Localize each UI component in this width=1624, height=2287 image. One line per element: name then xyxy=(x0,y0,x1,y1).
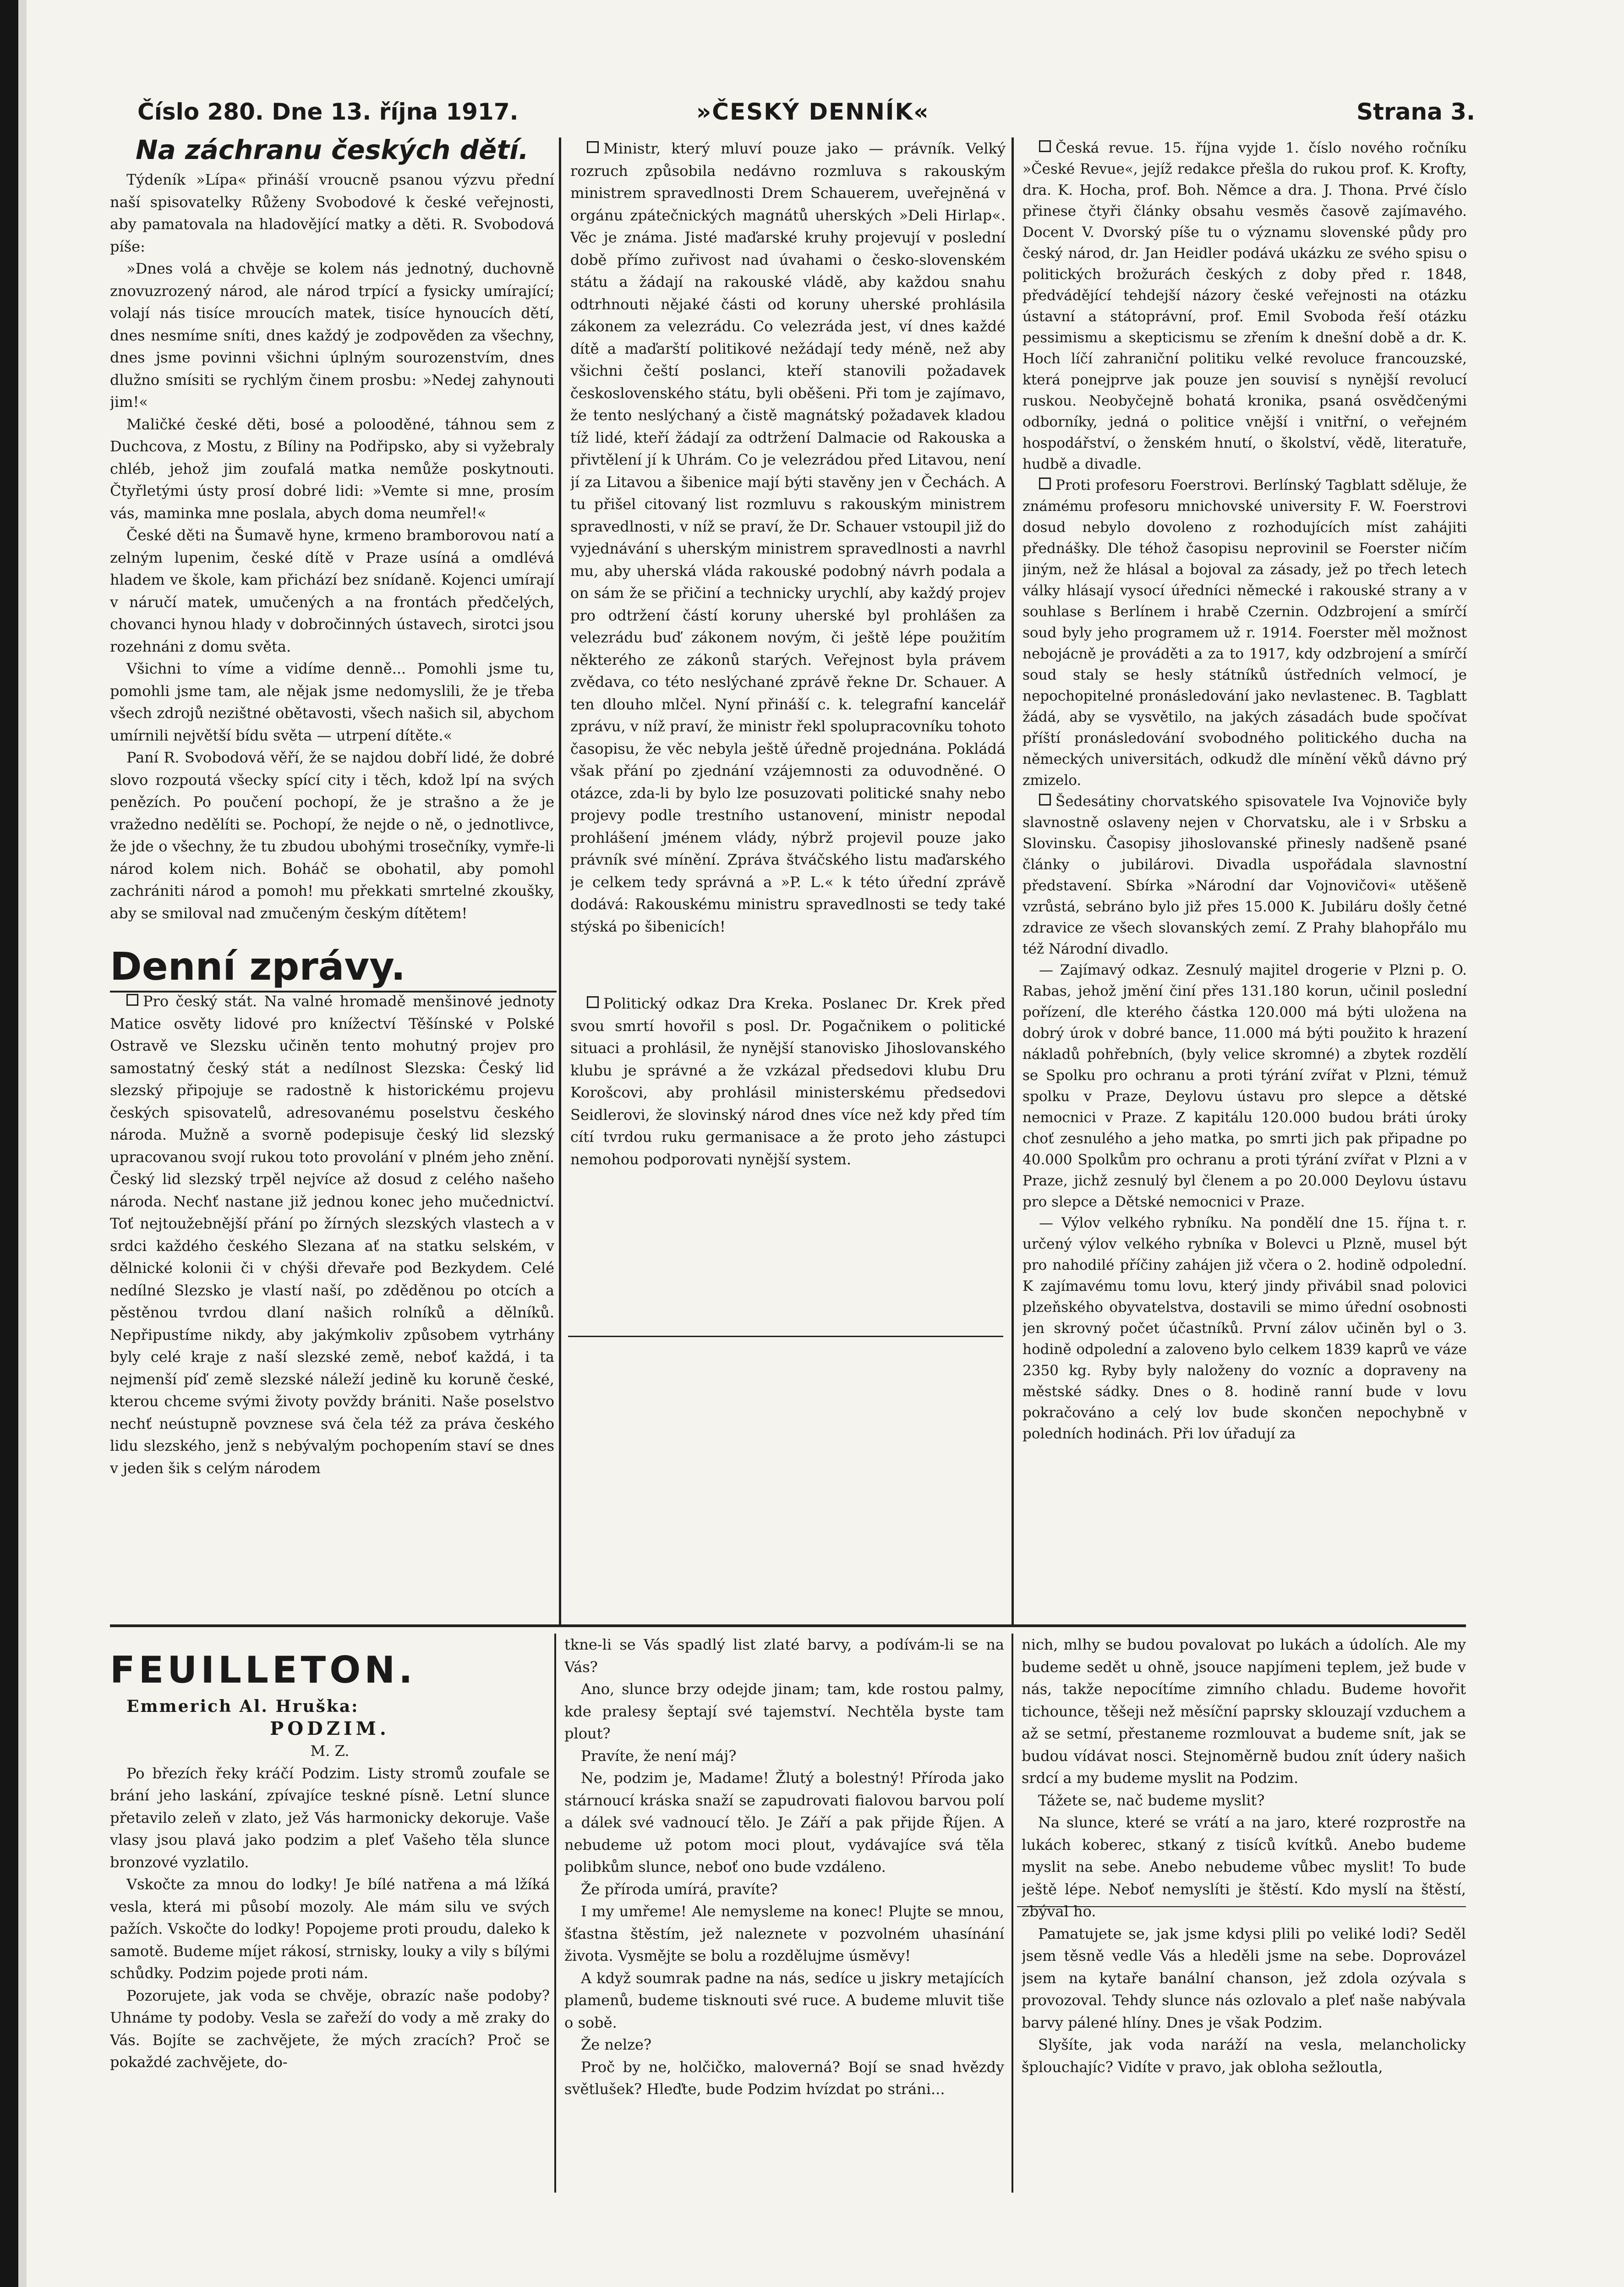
article-paragraph: Všichni to víme a vidíme denně... Pomohli jsme tu, pomohli jsme tam, ale nějak jsme nedomyslili, že je třeba všech zdrojů nezištné obětavosti, všech našich sil, abychom umírnili největší bídu světa — utrpení dítěte.« xyxy=(110,660,554,744)
feuilleton-paragraph: Slyšíte, jak voda naráží na vesla, melancholicky šplouchajíc? Vidíte v pravo, jak obloha sežloutla, xyxy=(1022,2036,1466,2076)
feuilleton-paragraph: Pravíte, že není máj? xyxy=(581,1747,737,1765)
column-rule xyxy=(554,1634,556,2193)
column-2 xyxy=(570,137,1006,1620)
column-1 xyxy=(110,134,554,1623)
article-paragraph: »Dnes volá a chvěje se kolem nás jednotný, duchovně znovuzrozený národ, ale národ trpící a fysicky umírající; volají nás tisíce mroucích matek, tisíce hynoucích dětí, dnes nesmíme sníti, dnes každý je zodpověden za všechny, dnes jsme povinni všichni úplným sourozenstvím, dnes dlužno smísiti se rychlým činem prosbu: »Nedej zahynouti jim!« xyxy=(110,260,554,411)
news-paragraph: Šedesátiny chorvatského spisovatele Iva Vojnoviče byly slavnostně oslaveny nejen v Chorvatsku, ale i v Srbsku a Slovinsku. Časopisy jihoslovanské přinesly nadšeně psané články o jubilárovi. Divadla uspořádala slavnostní představení. Sbírka »Národní dar Vojnovičovi« utěšeně vzrůstá, sebráno bylo již přes 15.000 K. Jubiláru došly četné zdravice ze všech slovanských zemí. Z Prahy blahopřálo mu též Národní divadlo. xyxy=(1023,793,1467,957)
page-header xyxy=(137,99,1475,131)
feuilleton-paragraph: Na slunce, které se vrátí a na jaro, které rozprostře na lukách koberec, stkaný z tisíců kvítků. Anebo budeme myslit na sebe. Anebo nebudeme vůbec myslit! To bude ještě lépe. Neboť nemyslíti je štěstí. Kdo myslí na štěstí, zbýval ho. xyxy=(1022,1814,1466,1920)
feuilleton-paragraph: Tážete se, nač budeme myslit? xyxy=(1038,1791,1265,1809)
article-paragraph: Týdeník »Lípa« přináší vroucně psanou výzvu přední naší spisovatelky Růženy Svobodové k české veřejnosti, aby pamatovala na hladovějící matky a děti. R. Svobodová píše: xyxy=(110,171,554,255)
bullet-box-icon xyxy=(587,141,599,153)
feuilleton-column-3 xyxy=(1022,1634,1466,2202)
feuilleton-title: PODZIM. xyxy=(270,1717,390,1739)
bullet-box-icon xyxy=(1039,477,1051,489)
feuilleton-author: Emmerich Al. Hruška: xyxy=(126,1697,359,1716)
feuilleton-paragraph: Vskočte za mnou do lodky! Je bílé natřena a má lžíká vesla, která mi působí mozoly. Ale mám silu ve svých pažích. Vskočte do lodky! Popojeme proti proudu, daleko k samotě. Budeme míjet rákosí, strnisky, louky a vily s bílými schůdky. Podzim pojede proti nám. xyxy=(110,1876,550,1982)
bullet-box-icon xyxy=(126,994,138,1006)
section-title: Denní zprávy. xyxy=(110,944,406,989)
article-paragraph: České děti na Šumavě hyne, krmeno bramborovou natí a zelným lupenim, české dítě v Praze usíná a omdlévá hladem ve škole, kam přichází bez snídaně. Kojenci umírají v náručí matek, umučených a na frontách předčelých, chovanci hynou hlady v dobročinných ústavech, sirotci jsou rozehnáni z domu světa. xyxy=(110,527,554,655)
masthead: »ČESKÝ DENNÍK« xyxy=(696,99,930,125)
feuilleton-paragraph: I my umřeme! Ale nemysleme na konec! Plujte se mnou, šťastna štěstím, jež naleznete v pozvolném uhasínání života. Vysmějte se bolu a rozdělujme úsměvy! xyxy=(564,1903,1004,1964)
feuilleton-paragraph: Že nelze? xyxy=(581,2036,652,2053)
feuilleton-paragraph: Ne, podzim je, Madame! Žlutý a bolestný! Příroda jako stárnoucí kráska snaží se zapudrovati fialovou barvou polí a dálek své vadnoucí tělo. Je Září a pak přijde Říjen. A nebudeme už potom moci plout, vydávajíce svá těla polibkům slunce, neboť ono bude vzdáleno. xyxy=(564,1769,1004,1876)
news-paragraph: Proti profesoru Foerstrovi. Berlínský Tagblatt sděluje, že známému profesoru mnichovské university F. W. Foerstrovi dosud nebylo dovoleno z rozhodujících míst zahájiti přednášky. Dle téhož časopisu neprovinil se Foerster ničím jiným, než že hlásal a bojoval za zásady, jež po třech letech války hlásají vysocí úředníci německé i rakouské strany a v souhlase s Berlínem i hrabě Czernin. Odzbrojení a smírčí soud byly jeho programem už r. 1914. Foerster měl možnost nebojácně je prováděti a za to 1917, kdy odzbrojení a smírčí soud staly se hesly státníků ústředních velmocí, je nepochopitelné pronásledování jako nevlastenec. B. Tagblatt žádá, aby se vysvětilo, na jakých zásadách bude spočívat příští pronásledování svobodného politického ducha na německých universitách, odkudž dle mínění věků dávno prý zmizelo. xyxy=(1023,477,1467,789)
feuilleton-paragraph: nich, mlhy se budou povalovat po lukách a údolích. Ale my budeme sedět u ohně, jsouce napjímeni teplem, jež bude v nás, takže nepocítíme zimního chladu. Budeme hovořit tichounce, těšeji než měsíční paprsky sklouzají vzduchem a až se setmí, přestaneme rozmlouvat a budeme snít, jak se budou vídávat nosci. Stejnoměrně budou znít údery našich srdcí a my budeme myslit na Podzim. xyxy=(1022,1636,1466,1787)
feuilleton-column-1 xyxy=(110,1645,550,2204)
article-paragraph: Maličké české děti, bosé a polooděné, táhnou sem z Duchcova, z Mostu, z Bíliny na Podřipsko, aby si vyžebraly chléb, jehož jim zoufalá matka nemůže poskytnouti. Čtyřletými ústy prosí dobré lidi: »Vemte si mne, prosím vás, maminka mne poslala, abych doma neumřel!« xyxy=(110,415,554,522)
feuilleton-rule xyxy=(110,1624,1466,1627)
column-rule xyxy=(1012,137,1014,1627)
feuilleton-paragraph: Ano, slunce brzy odejde jinam; tam, kde rostou palmy, kde pralesy šeptají své tajemství. Nechtěla byste tam plout? xyxy=(564,1680,1004,1742)
column-3 xyxy=(1023,137,1467,1620)
feuilleton-dedication: M. Z. xyxy=(310,1742,350,1760)
news-paragraph: Pro český stát. Na valné hromadě menšinové jednoty Matice osvěty lidové pro knížectví Těšínské v Polské Ostravě ve Slezsku učiněn tento mohutný projev pro samostatný český stát a nedílnost Slezska: Český lid slezský připojuje se radostně k historickému projevu českých spisovatelů, adresovanému poselstvu českého národa. Mužně a svorně podepisuje český lid slezský upracovanou svojí rukou toto provolání v plném jeho znění. Český lid slezský trpěl nejvíce až dosud z celého našeho národa. Nechť nastane již jednou konec jeho mučednictví. Toť nejtoužebnější přání po žírných slezských vlastech a v srdci každého českého Slezana ať na statku selském, v dělnické kolonii či v chýši dřevaře pod Bezkydem. Celé nedílné Slezsko je vlastí naší, po zděděnou po otcích a pěstěnou tvrdou dlaní našich rolníků a dělníků. Nepřipustíme nikdy, aby jakýmkoliv způsobem vytrhány byly celé kraje z naší slezské země, neboť každá, i ta nejmenší píď země slezské náleží jedině ku koruně české, kterou chceme svými životy povždy brániti. Naše poselstvo nechť neústupně povznese svá čela též za práva českého lidu slezského, jenž s nebývalým pochopením staví se dnes v jeden šik s celým národem xyxy=(110,993,554,1477)
bullet-box-icon xyxy=(1039,794,1051,806)
bullet-box-icon xyxy=(1039,140,1051,152)
feuilleton-paragraph: A když soumrak padne na nás, sedíce u jiskry metajících plamenů, budeme tisknouti své ruce. A budeme mluvit tiše o sobě. xyxy=(564,1969,1004,2031)
feuilleton-column-2 xyxy=(564,1634,1004,2202)
news-paragraph: Česká revue. 15. října vyjde 1. číslo nového ročníku »České Revue«, jejíž redakce přešla do rukou prof. K. Krofty, dra. K. Hocha, prof. Boh. Němce a dra. J. Thona. Prvé číslo přinese čtyři články obsahu vesměs časově zajímavého. Docent V. Dvorský píše tu o významu slovenské půdy pro český národ, dr. Jan Heidler podává ukázku ze svého spisu o politických brožurách českých z doby před r. 1848, předvádějící tehdejší názory české veřejnosti na otázku ústavní a státoprávní, prof. Emil Svoboda řeší otázku pessimismu a skepticismu se zřením k dnešní době a dr. K. Hoch líčí zahraniční politiku velké revoluce francouzské, která ponejprve jak pouze jen souvisí s nynější revolucí ruskou. Neobyčejně bohatá kronika, psaná osvědčenými odborníky, jedná o politice vnější i vnitřní, o veřejném hospodářství, o ženském hnutí, o školství, vědě, literatuře, hudbě a divadle. xyxy=(1023,140,1467,472)
scan-edge-margin xyxy=(18,0,27,2287)
feuilleton-paragraph: Že příroda umírá, pravíte? xyxy=(581,1880,778,1898)
feuilleton-paragraph: Pozorujete, jak voda se chvěje, obrazíc naše podoby? Uhnáme ty podoby. Vesla se zařeží do vody a mě zraky do Vás. Bojíte se zachvějete, že mých zracích? Proč se pokaždé zachvějete, do- xyxy=(110,1986,550,2071)
feuilleton-heading: FEUILLETON. xyxy=(110,1649,416,1691)
feuilleton-paragraph: tkne-li se Vás spadlý list zlaté barvy, a podívám-li se na Vás? xyxy=(564,1636,1004,1676)
article-paragraph: Paní R. Svobodová věří, že se najdou dobří lidé, že dobré slovo rozpoutá všecky spící city i těch, kdož lpí na svých penězích. Po poučení pochopí, že je strašno a že je vražedno nedělíti se. Pochopí, že nejde o ně, o jednotlivce, že jde o všechny, že tu zbudou ubohými trosečníky, vymře-li národ kolem nich. Boháč se obohatil, aby pomohl zachrániti národ a pomoh! mu překkati smrtelné zkoušky, aby se smiloval nad zmučeným českým dítětem! xyxy=(110,749,554,922)
article-title: Na záchranu českých dětí. xyxy=(136,134,529,165)
news-paragraph: — Zajímavý odkaz. Zesnulý majitel drogerie v Plzni p. O. Rabas, jehož jmění činí přes 131.180 korun, učinil poslední pořízení, dle kterého částka 120.000 má býti uložena na dobrý úrok v dobré bance, 11.000 má býti použito k hrazení nákladů pohřebních, (byly velice skromné) a zbytek rozdělí se Spolku pro ochranu a proti týrání zvířat v Plzni, témuž spolku v Praze, Deylovu ústavu pro slepce a dětské nemocnici v Praze. Z kapitálu 120.000 budou bráti úroky choť zesnulého a jeho matka, po smrti jich pak připadne po 40.000 Spolkům pro ochranu a proti týrání zvířat v Plzni a v Praze, jichž zesnulý byl členem a po 20.000 Deylovu ústavu pro slepce a Dětské nemocnici v Praze. xyxy=(1023,962,1467,1210)
bullet-box-icon xyxy=(587,996,599,1008)
scan-edge xyxy=(0,0,18,2287)
feuilleton-paragraph: Po březích řeky kráčí Podzim. Listy stromů zoufale se brání jeho laskání, zpívajíce teskné písně. Letní slunce přetavilo zeleň v zlato, jež Vás harmonicky dekoruje. Vaše vlasy jsou plavá jako podzim a pleť Vašeho těla slunce bronzové vyzlatilo. xyxy=(110,1764,550,1871)
feuilleton-paragraph: Pamatujete se, jak jsme kdysi plili po veliké lodi? Seděl jsem těsně vedle Vás a hleděli jsme na sebe. Doprovázel jsem na kytaře banální chanson, jež zdola ozývala s provozoval. Tehdy slunce nás ozlovalo a pleť naše nabývala barvy pálené hlíny. Dnes je však Podzim. xyxy=(1022,1925,1466,2031)
issue-date: Číslo 280. Dne 13. října 1917. xyxy=(137,99,519,125)
page-number: Strana 3. xyxy=(1356,99,1475,125)
news-paragraph: Politický odkaz Dra Kreka. Poslanec Dr. Krek před svou smrtí hovořil s posl. Dr. Pogačnikem o politické situaci a prohlásil, že nynější stanovisko Jihoslovanského klubu je správné a že vzkázal předsedovi klubu Dru Korošcovi, aby prohlásil ministerskému předsedovi Seidlerovi, že slovinský národ dnes více než kdy před tím cítí tvrdou ruku germanisace a že proto jeho zástupci nemohou podporovati nynější system. xyxy=(570,995,1006,1168)
news-paragraph: — Výlov velkého rybníku. Na pondělí dne 15. října t. r. určený výlov velkého rybníka v Bolevci u Plzně, musel být pro nahodilé příčiny zahájen již včera o 2. hodině odpolední. K zajímavému tomu lovu, který jindy přivábil snad polovici plzeňského obyvatelstva, dostavili se mimo úřední osobnosti jen skrovný počet účastníků. První zálov učiněn byl o 3. hodině odpolední a zaloveno bylo celkem 1839 kaprů ve váze 2350 kg. Ryby byly naloženy do vozníc a dopraveny na městské sádky. Dnes o 8. hodině ranní bude v lovu pokračováno a celý lov bude skončen nepochybně v poledních hodinách. Při lov úřadují za xyxy=(1023,1215,1467,1442)
column-rule xyxy=(1012,1634,1013,2193)
column-rule xyxy=(559,137,561,1627)
news-paragraph: Ministr, který mluví pouze jako — právník. Velký rozruch způsobila nedávno rozmluva s rakouským ministrem spravedlnosti Drem Schauerem, uveřejněná v orgánu zpátečnických magnátů uherských »Deli Hirlap«. Věc je známa. Jisté maďarské kruhy projevují v poslední době přímo zuřivost nad úvahami o česko-slovenském státu a žádají na rakouské vládě, aby každou snahu odtrhnouti nějaké části od koruny uherské prohlásila zákonem za velezrádu. Co velezráda jest, ví dnes každé dítě a maďarští politikové nežádají tedy méně, než aby všichni čeští poslanci, kteří stanovili požadavek československého státu, byli oběšeni. Při tom je zajímavo, že tento neslýchaný a čistě magnátský požadavek kladou tíž lidé, kteří žádají za odtržení Dalmacie od Rakouska a přivtělení jí k Uhrám. Co je velezrádou před Litavou, není jí za Litavou a šibenice mají býti stavěny jen v Čechách. A tu přišel citovaný list rozmluvu s rakouským ministrem spravedlnosti, v níž se praví, že Dr. Schauer vstoupil již do vyjednávání s uherským ministrem spravedlnosti a navrhl mu, aby uherská vláda rakouské podobný návrh podala a on sám že se přičiní a technicky urychlí, aby každý projev pro odtržení částí koruny uherské byl prohlášen za velezrádu buď zákonem novým, či ještě lépe použitím některého ze zákonů starých. Veřejnost byla právem zvědava, co této neslýchané zprávě řekne Dr. Schauer. A ten dlouho mlčel. Nyní přináší c. k. telegrafní kancelář zprávu, v níž praví, že ministr řekl spolupracovníku tohoto časopisu, že věc nebyla ještě úředně projednána. Pokládá však přání po zjednání vzájemnosti za oduvodněné. O otázce, zda-li by bylo lze posuzovati politické snahy nebo projevy podle trestního ustanovení, ministr nepodal prohlášení jménem vlády, nýbrž projevil pouze jako právník své mínění. Zpráva štváčského listu maďarského je celkem tedy správná a »P. L.« k této úřední zprávě dodává: Rakouskému ministru spravedlnosti se tedy také stýská po šibenicích! xyxy=(570,140,1006,935)
feuilleton-paragraph: Proč by ne, holčičko, maloverná? Bojí se snad hvězdy světlušek? Hleďte, bude Podzim hvízdat po stráni... xyxy=(564,2058,1004,2098)
